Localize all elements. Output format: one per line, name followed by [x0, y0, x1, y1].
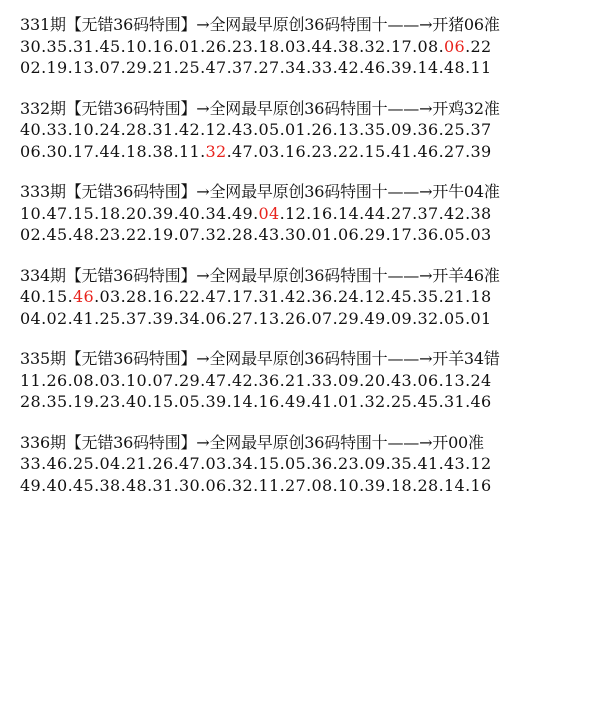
number-cell: 18	[470, 287, 492, 306]
number-cell: 21	[126, 454, 148, 473]
number-cell: 32	[232, 475, 254, 495]
number-cell: 32	[364, 36, 386, 56]
number-cell: 31	[258, 287, 280, 306]
number-cell: 43	[391, 370, 413, 390]
number-cell: 17	[391, 225, 413, 244]
number-row: 11.26.08.03.10.07.29.47.42.36.21.33.09.20.43.06.13.24	[20, 370, 492, 390]
number-cell: 37	[417, 203, 439, 223]
entry-331	[20, 14, 592, 79]
number-cell: 38	[99, 475, 121, 495]
number-cell: 43	[444, 454, 466, 473]
number-cell: 01	[311, 225, 333, 244]
number-row: 40.33.10.24.28.31.42.12.43.05.01.26.13.35.09.36.25.37	[20, 120, 492, 139]
number-cell: 06	[205, 475, 227, 495]
number-cell: 15	[258, 454, 280, 473]
number-cell: 30	[46, 141, 68, 161]
entry-header: 336期【无错36码特围】→全网最早原创36码特围十——→开00准	[20, 432, 484, 452]
number-cell: 15	[46, 287, 68, 306]
number-cell: 38	[152, 141, 174, 161]
entry-335	[20, 348, 592, 413]
number-cell: 16	[258, 392, 280, 411]
number-cell: 09	[364, 454, 386, 473]
number-cell: 26	[152, 454, 174, 473]
number-cell: 24	[470, 370, 492, 390]
number-cell: 49	[364, 308, 386, 328]
number-cell: 15	[152, 392, 174, 411]
number-cell: 25	[444, 120, 466, 139]
number-cell: 35	[46, 392, 68, 411]
number-cell: 40	[179, 203, 201, 223]
entry-header: 334期【无错36码特围】→全网最早原创36码特围十——→开羊46准	[20, 265, 500, 285]
prediction-document	[20, 14, 592, 515]
number-cell: 03	[470, 225, 492, 244]
number-cell: 01	[470, 308, 492, 328]
number-cell: 33	[311, 370, 333, 390]
number-cell: 48	[444, 58, 466, 77]
number-cell: 04	[20, 308, 42, 328]
number-row: 28.35.19.23.40.15.05.39.14.16.49.41.01.32.25.45.31.46	[20, 392, 492, 411]
number-cell: 39	[205, 392, 227, 411]
number-cell: 39	[364, 475, 386, 495]
number-cell: 42	[338, 58, 360, 77]
number-cell: 05	[444, 225, 466, 244]
entry-333	[20, 181, 592, 246]
number-cell: 42	[444, 203, 466, 223]
number-cell: 47	[46, 203, 68, 223]
number-cell: 28	[126, 287, 148, 306]
entry-header: 331期【无错36码特围】→全网最早原创36码特围十——→开猪06准	[20, 15, 500, 34]
number-cell: 26	[46, 370, 68, 390]
entry-332	[20, 98, 592, 163]
number-cell: 44	[311, 36, 333, 56]
number-cell: 06	[205, 308, 227, 328]
number-cell: 34	[285, 58, 307, 77]
number-cell: 01	[179, 36, 201, 56]
number-cell: 19	[152, 225, 174, 244]
number-cell: 41	[311, 392, 333, 411]
number-cell: 23	[338, 454, 360, 473]
number-cell: 18	[258, 36, 280, 56]
number-cell: 10	[126, 36, 148, 56]
number-cell: 14	[232, 392, 254, 411]
number-cell: 02	[20, 58, 42, 77]
number-cell: 09	[391, 120, 413, 139]
number-cell: 25	[99, 308, 121, 328]
number-cell: 19	[46, 58, 68, 77]
number-cell: 29	[364, 225, 386, 244]
number-cell: 06	[444, 36, 466, 56]
number-cell: 43	[232, 120, 254, 139]
number-cell: 33	[20, 454, 42, 473]
number-cell: 48	[126, 475, 148, 495]
number-cell: 16	[152, 36, 174, 56]
number-cell: 02	[20, 225, 42, 244]
number-cell: 08	[73, 370, 95, 390]
number-cell: 40	[20, 287, 42, 306]
number-cell: 01	[338, 392, 360, 411]
number-cell: 31	[444, 392, 466, 411]
number-cell: 31	[152, 120, 174, 139]
number-cell: 03	[285, 36, 307, 56]
number-cell: 24	[338, 287, 360, 306]
number-cell: 08	[311, 475, 333, 495]
number-cell: 16	[470, 475, 492, 495]
number-cell: 10	[126, 370, 148, 390]
number-cell: 33	[46, 120, 68, 139]
number-cell: 23	[232, 36, 254, 56]
number-cell: 27	[285, 475, 307, 495]
number-cell: 06	[20, 141, 42, 161]
number-cell: 13	[338, 120, 360, 139]
number-cell: 25	[391, 392, 413, 411]
number-cell: 35	[364, 120, 386, 139]
number-cell: 27	[232, 308, 254, 328]
number-row: 10.47.15.18.20.39.40.34.49.04.12.16.14.44.27.37.42.38	[20, 203, 492, 223]
number-cell: 47	[205, 287, 227, 306]
number-cell: 35	[391, 454, 413, 473]
number-cell: 17	[73, 141, 95, 161]
number-cell: 34	[205, 203, 227, 223]
number-cell: 46	[417, 141, 439, 161]
number-cell: 34	[179, 308, 201, 328]
number-cell: 36	[258, 370, 280, 390]
number-cell: 05	[258, 120, 280, 139]
number-cell: 11	[470, 58, 492, 77]
number-cell: 17	[391, 36, 413, 56]
entry-336	[20, 432, 592, 497]
number-cell: 02	[46, 308, 68, 328]
number-cell: 46	[364, 58, 386, 77]
number-cell: 28	[126, 120, 148, 139]
number-cell: 07	[152, 370, 174, 390]
number-cell: 42	[285, 287, 307, 306]
number-cell: 05	[179, 392, 201, 411]
number-cell: 06	[417, 370, 439, 390]
number-cell: 10	[338, 475, 360, 495]
number-cell: 25	[73, 454, 95, 473]
number-cell: 07	[179, 225, 201, 244]
number-cell: 48	[73, 225, 95, 244]
number-cell: 11	[20, 370, 42, 390]
number-row: 33.46.25.04.21.26.47.03.34.15.05.36.23.09.35.41.43.12	[20, 454, 492, 473]
number-cell: 45	[99, 36, 121, 56]
number-cell: 47	[179, 454, 201, 473]
number-cell: 36	[417, 120, 439, 139]
number-cell: 21	[444, 287, 466, 306]
number-cell: 16	[285, 141, 307, 161]
number-cell: 03	[99, 370, 121, 390]
number-cell: 46	[46, 454, 68, 473]
number-cell: 45	[46, 225, 68, 244]
number-cell: 22	[470, 36, 492, 56]
number-cell: 11	[179, 141, 201, 161]
number-cell: 21	[152, 58, 174, 77]
number-cell: 39	[152, 203, 174, 223]
number-cell: 14	[444, 475, 466, 495]
number-cell: 49	[285, 392, 307, 411]
number-cell: 42	[179, 120, 201, 139]
number-cell: 30	[179, 475, 201, 495]
number-cell: 08	[417, 36, 439, 56]
number-cell: 18	[99, 203, 121, 223]
number-cell: 23	[99, 225, 121, 244]
number-cell: 38	[470, 203, 492, 223]
number-cell: 25	[179, 58, 201, 77]
number-cell: 40	[126, 392, 148, 411]
number-cell: 39	[391, 58, 413, 77]
number-cell: 49	[20, 475, 42, 495]
number-cell: 44	[364, 203, 386, 223]
number-cell: 38	[338, 36, 360, 56]
number-cell: 36	[417, 225, 439, 244]
number-cell: 01	[285, 120, 307, 139]
number-cell: 46	[73, 287, 95, 306]
number-cell: 12	[470, 454, 492, 473]
number-row: 49.40.45.38.48.31.30.06.32.11.27.08.10.39.18.28.14.16	[20, 475, 492, 495]
number-cell: 16	[152, 287, 174, 306]
number-row: 04.02.41.25.37.39.34.06.27.13.26.07.29.49.09.32.05.01	[20, 308, 492, 328]
number-cell: 41	[391, 141, 413, 161]
number-cell: 47	[205, 370, 227, 390]
number-cell: 20	[126, 203, 148, 223]
number-cell: 37	[232, 58, 254, 77]
number-cell: 26	[311, 120, 333, 139]
number-cell: 49	[232, 203, 254, 223]
number-cell: 30	[285, 225, 307, 244]
number-cell: 15	[73, 203, 95, 223]
number-cell: 35	[417, 287, 439, 306]
number-row: 02.19.13.07.29.21.25.47.37.27.34.33.42.46.39.14.48.11	[20, 58, 492, 77]
number-cell: 04	[258, 203, 280, 223]
number-cell: 37	[470, 120, 492, 139]
number-cell: 27	[258, 58, 280, 77]
number-cell: 42	[232, 370, 254, 390]
number-cell: 14	[338, 203, 360, 223]
number-cell: 07	[99, 58, 121, 77]
number-cell: 34	[232, 454, 254, 473]
number-cell: 05	[444, 308, 466, 328]
number-cell: 13	[258, 308, 280, 328]
number-cell: 29	[338, 308, 360, 328]
number-cell: 24	[99, 120, 121, 139]
number-cell: 39	[152, 308, 174, 328]
number-cell: 14	[417, 58, 439, 77]
number-cell: 33	[311, 58, 333, 77]
number-cell: 17	[232, 287, 254, 306]
number-cell: 09	[338, 370, 360, 390]
number-cell: 27	[444, 141, 466, 161]
entry-header: 332期【无错36码特围】→全网最早原创36码特围十——→开鸡32准	[20, 98, 500, 118]
number-cell: 41	[417, 454, 439, 473]
number-cell: 03	[205, 454, 227, 473]
number-cell: 10	[73, 120, 95, 139]
number-cell: 45	[391, 287, 413, 306]
number-cell: 13	[73, 58, 95, 77]
number-cell: 22	[126, 225, 148, 244]
number-cell: 06	[338, 225, 360, 244]
number-cell: 26	[205, 36, 227, 56]
number-cell: 03	[258, 141, 280, 161]
number-cell: 28	[20, 392, 42, 411]
number-cell: 04	[99, 454, 121, 473]
number-cell: 18	[126, 141, 148, 161]
number-cell: 32	[205, 141, 227, 161]
number-cell: 45	[73, 475, 95, 495]
number-cell: 18	[391, 475, 413, 495]
number-cell: 15	[364, 141, 386, 161]
number-row: 30.35.31.45.10.16.01.26.23.18.03.44.38.32.17.08.06.22	[20, 36, 492, 56]
number-cell: 13	[444, 370, 466, 390]
number-cell: 35	[46, 36, 68, 56]
number-cell: 23	[99, 392, 121, 411]
number-cell: 27	[391, 203, 413, 223]
number-cell: 21	[285, 370, 307, 390]
number-cell: 45	[417, 392, 439, 411]
number-cell: 32	[417, 308, 439, 328]
entry-header: 333期【无错36码特围】→全网最早原创36码特围十——→开牛04准	[20, 182, 500, 201]
number-cell: 46	[470, 392, 492, 411]
number-cell: 47	[205, 58, 227, 77]
number-row: 06.30.17.44.18.38.11.32.47.03.16.23.22.15.41.46.27.39	[20, 141, 492, 161]
number-cell: 09	[391, 308, 413, 328]
entry-334	[20, 265, 592, 330]
number-cell: 36	[311, 454, 333, 473]
number-cell: 40	[20, 120, 42, 139]
number-cell: 05	[285, 454, 307, 473]
number-cell: 11	[258, 475, 280, 495]
number-cell: 32	[364, 392, 386, 411]
number-cell: 28	[232, 225, 254, 244]
entry-header: 335期【无错36码特围】→全网最早原创36码特围十——→开羊34错	[20, 349, 500, 368]
number-cell: 10	[20, 203, 42, 223]
number-cell: 12	[205, 120, 227, 139]
number-cell: 19	[73, 392, 95, 411]
number-cell: 31	[152, 475, 174, 495]
number-cell: 41	[73, 308, 95, 328]
number-cell: 12	[285, 203, 307, 223]
number-cell: 07	[311, 308, 333, 328]
number-cell: 32	[205, 225, 227, 244]
number-cell: 37	[126, 308, 148, 328]
number-cell: 44	[99, 141, 121, 161]
number-cell: 43	[258, 225, 280, 244]
number-row: 02.45.48.23.22.19.07.32.28.43.30.01.06.29.17.36.05.03	[20, 225, 492, 244]
number-cell: 28	[417, 475, 439, 495]
number-cell: 29	[179, 370, 201, 390]
number-cell: 47	[232, 141, 254, 161]
number-cell: 12	[364, 287, 386, 306]
number-cell: 29	[126, 58, 148, 77]
number-cell: 31	[73, 36, 95, 56]
number-row: 40.15.46.03.28.16.22.47.17.31.42.36.24.12.45.35.21.18	[20, 287, 492, 306]
number-cell: 30	[20, 36, 42, 56]
number-cell: 22	[338, 141, 360, 161]
number-cell: 23	[311, 141, 333, 161]
number-cell: 36	[311, 287, 333, 306]
number-cell: 16	[311, 203, 333, 223]
number-cell: 22	[179, 287, 201, 306]
number-cell: 03	[99, 287, 121, 306]
number-cell: 20	[364, 370, 386, 390]
number-cell: 39	[470, 141, 492, 161]
number-cell: 26	[285, 308, 307, 328]
number-cell: 40	[46, 475, 68, 495]
